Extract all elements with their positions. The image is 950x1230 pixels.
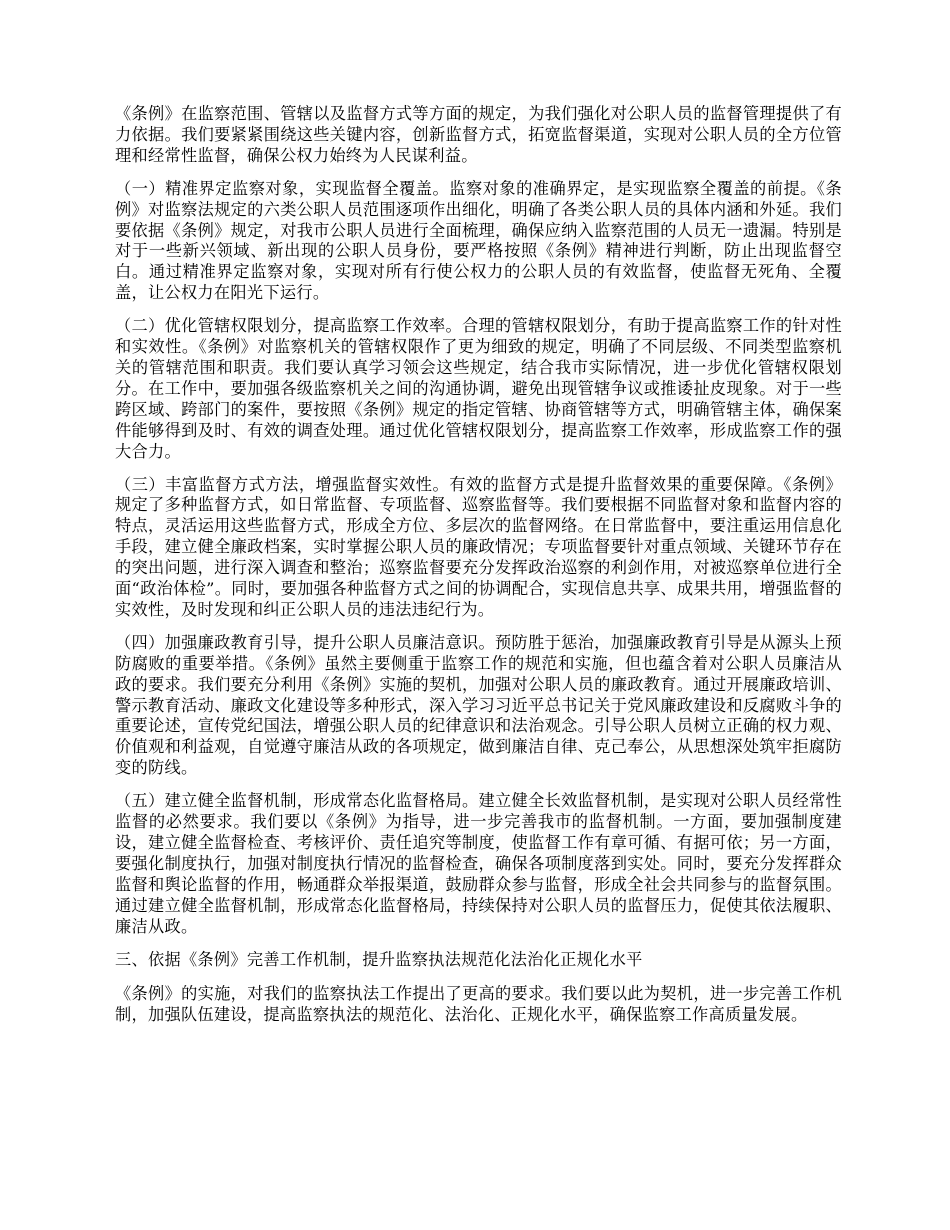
paragraph-item-5: （五）建立健全监督机制，形成常态化监督格局。建立健全长效监督机制，是实现对公职人员经常性监督的必然要求。我们要以《条例》为指导，进一步完善我市的监督机制。一方面，要加强制度建设，建立健全监督检查、考核评价、责任追究等制度，使监督工作有章可循、有据可依；另一方面，要强化制度执行，加强对制度执行情况的监督检查，确保各项制度落到实处。同时，要充分发挥群众监督和舆论监督的作用，畅通群众举报渠道，鼓励群众参与监督，形成全社会共同参与的监督氛围。通过建立健全监督机制，形成常态化监督格局，持续保持对公职人员的监督压力，促使其依法履职、廉洁从政。 [115, 791, 842, 936]
paragraph-item-1: （一）精准界定监察对象，实现监督全覆盖。监察对象的准确界定，是实现监察全覆盖的前提。《条例》对监察法规定的六类公职人员范围逐项作出细化，明确了各类公职人员的具体内涵和外延。我们要依据《条例》规定，对我市公职人员进行全面梳理，确保应纳入监察范围的人员无一遗漏。特别是对于一些新兴领域、新出现的公职人员身份，要严格按照《条例》精神进行判断，防止出现监督空白。通过精准界定监察对象，实现对所有行使公权力的公职人员的有效监督，使监督无死角、全覆盖，让公权力在阳光下运行。 [115, 178, 842, 303]
paragraph-item-4: （四）加强廉政教育引导，提升公职人员廉洁意识。预防胜于惩治，加强廉政教育引导是从源头上预防腐败的重要举措。《条例》虽然主要侧重于监察工作的规范和实施，但也蕴含着对公职人员廉洁从政的要求。我们要充分利用《条例》实施的契机，加强对公职人员的廉政教育。通过开展廉政培训、警示教育活动、廉政文化建设等多种形式，深入学习习近平总书记关于党风廉政建设和反腐败斗争的重要论述，宣传党纪国法，增强公职人员的纪律意识和法治观念。引导公职人员树立正确的权力观、价值观和利益观，自觉遵守廉洁从政的各项规定，做到廉洁自律、克己奉公，从思想深处筑牢拒腐防变的防线。 [115, 632, 842, 778]
paragraph-item-2: （二）优化管辖权限划分，提高监察工作效率。合理的管辖权限划分，有助于提高监察工作的针对性和实效性。《条例》对监察机关的管辖权限作了更为细致的规定，明确了不同层级、不同类型监察机关的管辖范围和职责。我们要认真学习领会这些规定，结合我市实际情况，进一步优化管辖权限划分。在工作中，要加强各级监察机关之间的沟通协调，避免出现管辖争议或推诿扯皮现象。对于一些跨区域、跨部门的案件，要按照《条例》规定的指定管辖、协商管辖等方式，明确管辖主体，确保案件能够得到及时、有效的调查处理。通过优化管辖权限划分，提高监察工作效率，形成监察工作的强大合力。 [115, 316, 842, 461]
document-page [115, 104, 842, 1038]
paragraph-intro: 《条例》在监察范围、管辖以及监督方式等方面的规定，为我们强化对公职人员的监督管理提供了有力依据。我们要紧紧围绕这些关键内容，创新监督方式，拓宽监督渠道，实现对公职人员的全方位管理和经常性监督，确保公权力始终为人民谋利益。 [115, 104, 842, 165]
section-heading: 三、依据《条例》完善工作机制，提升监察执法规范化法治化正规化水平 [115, 949, 643, 969]
paragraph-closing: 《条例》的实施，对我们的监察执法工作提出了更高的要求。我们要以此为契机，进一步完善工作机制，加强队伍建设，提高监察执法的规范化、法治化、正规化水平，确保监察工作高质量发展。 [115, 984, 842, 1025]
paragraph-item-3: （三）丰富监督方式方法，增强监督实效性。有效的监督方式是提升监督效果的重要保障。《条例》规定了多种监督方式，如日常监督、专项监督、巡察监督等。我们要根据不同监督对象和监督内容的特点，灵活运用这些监督方式，形成全方位、多层次的监督网络。在日常监督中，要注重运用信息化手段，建立健全廉政档案，实时掌握公职人员的廉政情况；专项监督要针对重点领域、关键环节存在的突出问题，进行深入调查和整治；巡察监督要充分发挥政治巡察的利剑作用，对被巡察单位进行全面“政治体检”。同时，要加强各种监督方式之间的协调配合，实现信息共享、成果共用，增强监督的实效性，及时发现和纠正公职人员的违法违纪行为。 [115, 474, 842, 619]
